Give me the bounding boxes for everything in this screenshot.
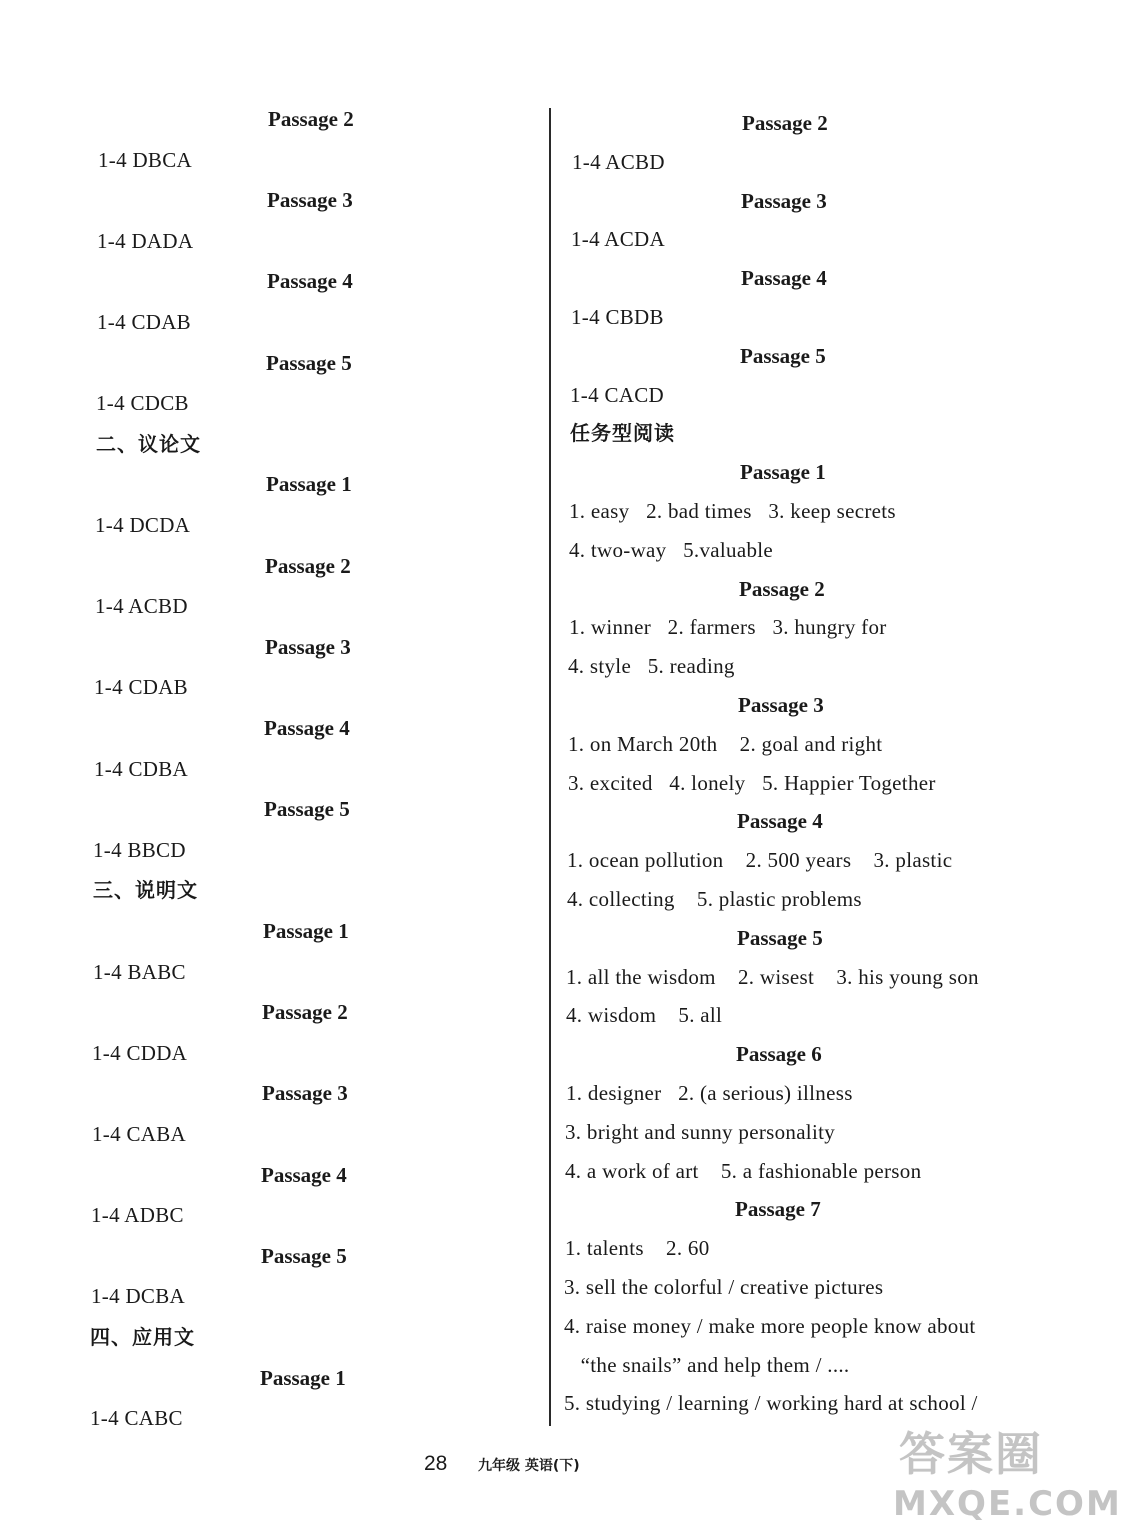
passage-heading: Passage 2 bbox=[739, 576, 825, 601]
passage-heading: Passage 4 bbox=[261, 1162, 347, 1187]
answer-line: 1-4 ADBC bbox=[91, 1203, 184, 1228]
answer-line: 1. easy 2. bad times 3. keep secrets bbox=[569, 499, 896, 523]
answer-line: 4. a work of art 5. a fashionable person bbox=[565, 1158, 922, 1183]
answer-line: 1. on March 20th 2. goal and right bbox=[568, 731, 883, 756]
passage-heading: Passage 1 bbox=[740, 460, 826, 485]
answer-line: 1-4 CDAB bbox=[94, 675, 188, 700]
passage-heading: Passage 3 bbox=[267, 188, 353, 213]
passage-heading: Passage 7 bbox=[735, 1197, 821, 1222]
passage-heading: Passage 3 bbox=[262, 1081, 348, 1106]
answer-line: 1. winner 2. farmers 3. hungry for bbox=[569, 615, 887, 640]
section-title: 二、议论文 bbox=[96, 431, 201, 456]
answer-line: 4. collecting 5. plastic problems bbox=[567, 887, 862, 911]
answer-line: 1-4 CDAB bbox=[97, 310, 191, 334]
passage-heading: Passage 5 bbox=[261, 1243, 347, 1268]
answer-line: 1. talents 2. 60 bbox=[565, 1236, 710, 1261]
passage-heading: Passage 2 bbox=[262, 1000, 348, 1025]
answer-line: 1-4 ACBD bbox=[572, 149, 665, 174]
passage-heading: Passage 2 bbox=[265, 553, 351, 578]
section-title: 四、应用文 bbox=[90, 1325, 195, 1349]
passage-heading: Passage 5 bbox=[266, 350, 352, 375]
answer-line: 1-4 ACBD bbox=[95, 594, 188, 619]
passage-heading: Passage 4 bbox=[741, 266, 827, 291]
answer-line: 1. all the wisdom 2. wisest 3. his young son bbox=[566, 964, 979, 989]
passage-heading: Passage 4 bbox=[737, 809, 823, 834]
passage-heading: Passage 6 bbox=[736, 1042, 822, 1067]
section-title: 任务型阅读 bbox=[570, 421, 675, 446]
passage-heading: Passage 3 bbox=[741, 188, 827, 213]
answer-line: 1-4 BABC bbox=[93, 959, 186, 984]
passage-heading: Passage 1 bbox=[266, 472, 352, 497]
watermark-logo bbox=[885, 1418, 1122, 1528]
answer-line: 1-4 BBCD bbox=[93, 837, 186, 862]
answer-line: 1-4 DBCA bbox=[98, 147, 192, 172]
answer-line: 1-4 CDBA bbox=[94, 756, 188, 781]
answer-line: 1-4 CABA bbox=[92, 1122, 186, 1146]
passage-heading: Passage 3 bbox=[738, 693, 824, 717]
answer-line: 1-4 CDDA bbox=[92, 1040, 188, 1065]
answer-line: 4. two-way 5.valuable bbox=[569, 537, 774, 562]
answer-line: 1-4 CBDB bbox=[571, 305, 664, 329]
passage-heading: Passage 4 bbox=[267, 269, 353, 294]
page-number: 28 bbox=[424, 1452, 448, 1475]
section-title: 三、说明文 bbox=[93, 878, 198, 903]
passage-heading: Passage 2 bbox=[742, 111, 828, 135]
watermark-bottom-text: MXQE.COM bbox=[893, 1484, 1122, 1524]
passage-heading: Passage 5 bbox=[264, 797, 350, 822]
answer-line: “the snails” and help them / .... bbox=[564, 1352, 850, 1377]
passage-heading: Passage 2 bbox=[268, 107, 354, 131]
answer-line: 1-4 DADA bbox=[97, 228, 194, 253]
answer-line: 3. bright and sunny personality bbox=[565, 1119, 836, 1144]
answer-line: 1-4 CDCB bbox=[96, 391, 189, 416]
grade-subject-label: 九年级 英语(下) bbox=[478, 1458, 580, 1474]
column-divider bbox=[549, 108, 551, 1426]
answer-line: 1-4 CABC bbox=[90, 1406, 183, 1431]
passage-heading: Passage 3 bbox=[265, 634, 351, 659]
answer-line: 4. style 5. reading bbox=[568, 654, 735, 679]
answer-line: 4. wisdom 5. all bbox=[566, 1003, 723, 1028]
answer-line: 1-4 ACDA bbox=[571, 227, 665, 252]
answer-line: 3. sell the colorful / creative pictures bbox=[564, 1275, 884, 1299]
answer-line: 3. excited 4. lonely 5. Happier Together bbox=[568, 770, 936, 795]
passage-heading: Passage 1 bbox=[263, 919, 349, 943]
answer-line: 1. ocean pollution 2. 500 years 3. plastic bbox=[567, 848, 953, 873]
watermark-top-text: 答案圈 bbox=[899, 1427, 1043, 1481]
answer-line: 5. studying / learning / working hard at school / bbox=[564, 1391, 978, 1416]
answer-line: 1-4 CACD bbox=[570, 382, 664, 407]
answer-line: 1. designer 2. (a serious) illness bbox=[566, 1081, 853, 1105]
answer-line: 1-4 DCBA bbox=[91, 1284, 185, 1309]
passage-heading: Passage 1 bbox=[260, 1365, 346, 1390]
passage-heading: Passage 5 bbox=[740, 343, 826, 368]
answer-line: 4. raise money / make more people know about bbox=[564, 1313, 976, 1338]
passage-heading: Passage 5 bbox=[737, 925, 823, 950]
answer-line: 1-4 DCDA bbox=[95, 513, 191, 537]
passage-heading: Passage 4 bbox=[264, 716, 350, 740]
